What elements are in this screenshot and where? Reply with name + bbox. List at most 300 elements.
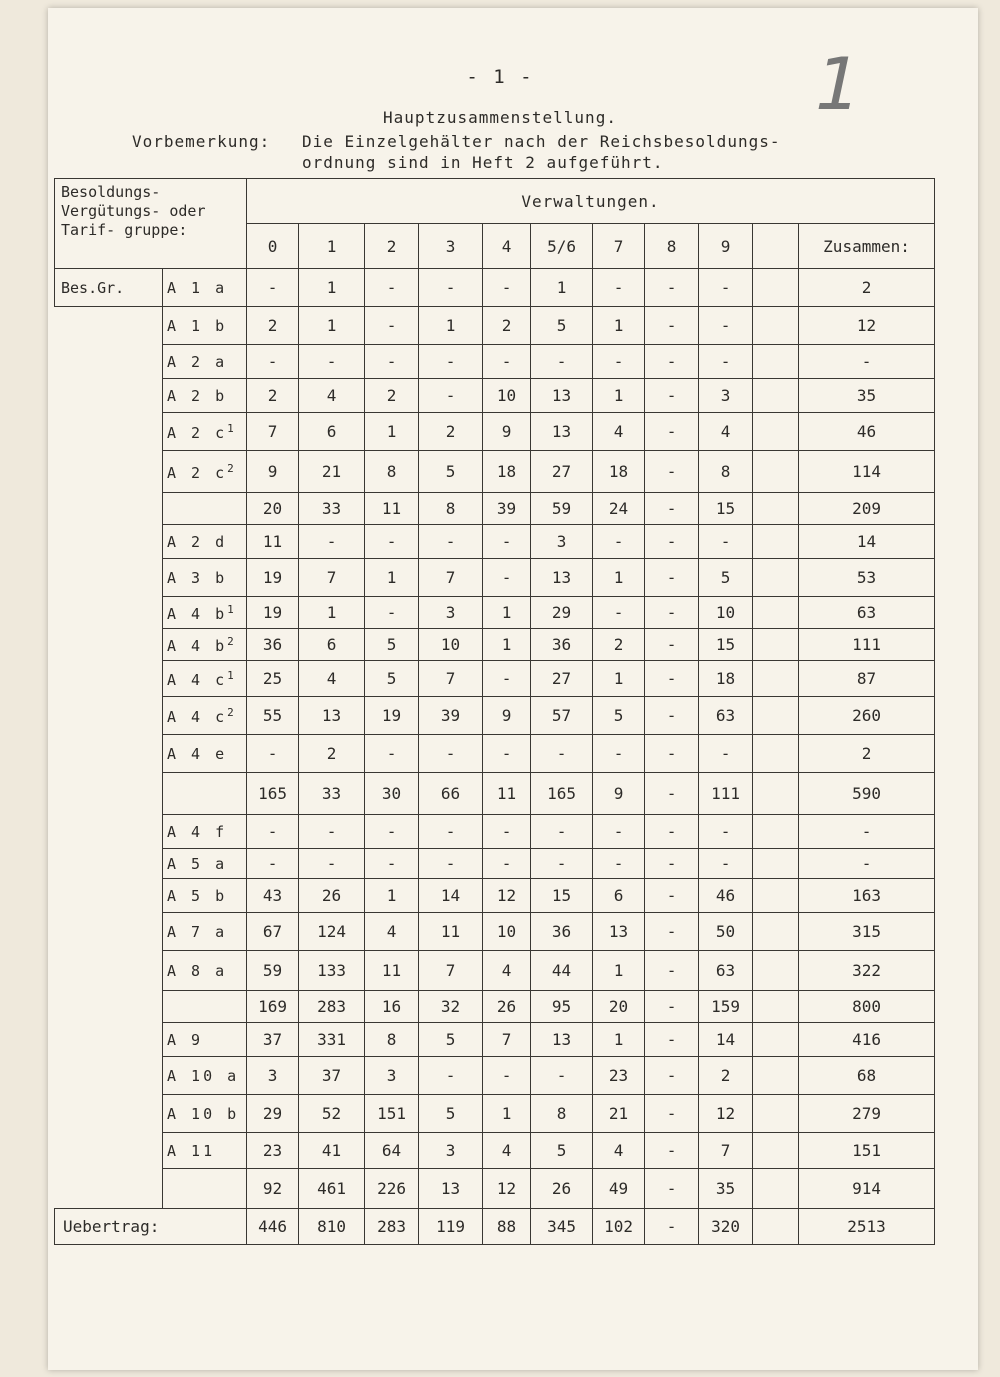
row-label-superscript: 1 bbox=[227, 421, 234, 435]
value-cell: - bbox=[483, 269, 531, 307]
value-cell: 55 bbox=[247, 697, 299, 735]
value-cell: 5 bbox=[365, 629, 419, 661]
total-cell: 279 bbox=[799, 1095, 935, 1133]
value-cell: 16 bbox=[365, 991, 419, 1023]
row-label-prefix bbox=[55, 815, 163, 849]
column-header: 7 bbox=[593, 224, 645, 269]
value-cell: 2 bbox=[483, 307, 531, 345]
value-cell: - bbox=[645, 815, 699, 849]
table-row bbox=[55, 525, 935, 559]
value-cell: 29 bbox=[247, 1095, 299, 1133]
total-cell: 53 bbox=[799, 559, 935, 597]
value-cell: - bbox=[531, 345, 593, 379]
row-label-superscript: 2 bbox=[227, 461, 234, 475]
total-cell: 800 bbox=[799, 991, 935, 1023]
value-cell: 2 bbox=[419, 413, 483, 451]
spacer-cell bbox=[753, 1023, 799, 1057]
table-row bbox=[55, 1133, 935, 1169]
column-header: 8 bbox=[645, 224, 699, 269]
value-cell: 11 bbox=[419, 913, 483, 951]
value-cell: 5 bbox=[531, 307, 593, 345]
value-cell: 63 bbox=[699, 951, 753, 991]
spacer-cell bbox=[753, 307, 799, 345]
value-cell: - bbox=[645, 493, 699, 525]
value-cell: 46 bbox=[699, 879, 753, 913]
value-cell: 8 bbox=[699, 451, 753, 493]
value-cell: - bbox=[247, 849, 299, 879]
value-cell: - bbox=[645, 379, 699, 413]
row-label-prefix bbox=[55, 697, 163, 735]
row-label: A 4 $b^1$ bbox=[163, 597, 247, 629]
handwritten-page-number: 1 bbox=[806, 42, 870, 126]
value-cell: - bbox=[645, 451, 699, 493]
row-label: A 2 a bbox=[163, 345, 247, 379]
column-header: 1 bbox=[299, 224, 365, 269]
value-cell: - bbox=[645, 1095, 699, 1133]
value-cell: - bbox=[483, 1057, 531, 1095]
value-cell: 1 bbox=[593, 379, 645, 413]
value-cell: - bbox=[593, 849, 645, 879]
value-cell: 18 bbox=[593, 451, 645, 493]
value-cell: 2 bbox=[593, 629, 645, 661]
total-cell: 111 bbox=[799, 629, 935, 661]
spacer-cell bbox=[753, 629, 799, 661]
value-cell: 7 bbox=[299, 559, 365, 597]
table-row bbox=[55, 951, 935, 991]
spacer-cell bbox=[753, 269, 799, 307]
total-cell: 322 bbox=[799, 951, 935, 991]
row-label-prefix bbox=[55, 773, 163, 815]
value-cell: - bbox=[645, 269, 699, 307]
table-row bbox=[55, 879, 935, 913]
spacer-cell bbox=[753, 1095, 799, 1133]
value-cell: 13 bbox=[531, 559, 593, 597]
row-label-prefix bbox=[55, 849, 163, 879]
row-label-prefix bbox=[55, 1057, 163, 1095]
value-cell: 92 bbox=[247, 1169, 299, 1209]
value-cell: 1 bbox=[483, 1095, 531, 1133]
row-label-superscript: 2 bbox=[227, 634, 234, 648]
value-cell: 7 bbox=[483, 1023, 531, 1057]
footer-value-cell: 446 bbox=[247, 1209, 299, 1245]
footer-value-cell: 119 bbox=[419, 1209, 483, 1245]
value-cell: 44 bbox=[531, 951, 593, 991]
value-cell: - bbox=[593, 597, 645, 629]
value-cell: 8 bbox=[365, 1023, 419, 1057]
value-cell: 18 bbox=[699, 661, 753, 697]
value-cell: 3 bbox=[247, 1057, 299, 1095]
value-cell: 1 bbox=[299, 307, 365, 345]
value-cell: - bbox=[419, 269, 483, 307]
row-label: A 2 b bbox=[163, 379, 247, 413]
value-cell: - bbox=[645, 1023, 699, 1057]
value-cell: 7 bbox=[247, 413, 299, 451]
value-cell: 165 bbox=[531, 773, 593, 815]
row-label: A 8 a bbox=[163, 951, 247, 991]
table-row bbox=[55, 629, 935, 661]
row-label-prefix bbox=[55, 1095, 163, 1133]
value-cell: - bbox=[247, 735, 299, 773]
table-row bbox=[55, 815, 935, 849]
value-cell: 36 bbox=[531, 629, 593, 661]
value-cell: 3 bbox=[419, 1133, 483, 1169]
value-cell: 9 bbox=[247, 451, 299, 493]
total-cell: 209 bbox=[799, 493, 935, 525]
spacer-cell bbox=[753, 951, 799, 991]
value-cell: 5 bbox=[419, 451, 483, 493]
total-cell: 2 bbox=[799, 735, 935, 773]
spacer-cell bbox=[753, 1209, 799, 1245]
value-cell: 133 bbox=[299, 951, 365, 991]
value-cell: - bbox=[483, 661, 531, 697]
value-cell: 7 bbox=[699, 1133, 753, 1169]
row-label: A 9 bbox=[163, 1023, 247, 1057]
table-row bbox=[55, 597, 935, 629]
column-header: 2 bbox=[365, 224, 419, 269]
total-column-header: Zusammen: bbox=[799, 224, 935, 269]
value-cell: - bbox=[645, 991, 699, 1023]
row-label: A 4 e bbox=[163, 735, 247, 773]
value-cell: 4 bbox=[699, 413, 753, 451]
value-cell: 18 bbox=[483, 451, 531, 493]
row-label-prefix bbox=[55, 525, 163, 559]
value-cell: - bbox=[699, 849, 753, 879]
value-cell: 36 bbox=[531, 913, 593, 951]
value-cell: 64 bbox=[365, 1133, 419, 1169]
value-cell: - bbox=[645, 661, 699, 697]
table-row bbox=[55, 1057, 935, 1095]
spacer-cell bbox=[753, 559, 799, 597]
spacer-cell bbox=[753, 879, 799, 913]
value-cell: 5 bbox=[531, 1133, 593, 1169]
value-cell: 283 bbox=[299, 991, 365, 1023]
spacer-cell bbox=[753, 345, 799, 379]
table-row bbox=[55, 661, 935, 697]
row-label: A 2 $c^2$ bbox=[163, 451, 247, 493]
value-cell: - bbox=[645, 1133, 699, 1169]
spacer-cell bbox=[753, 773, 799, 815]
total-cell: 114 bbox=[799, 451, 935, 493]
table-row bbox=[55, 1169, 935, 1209]
value-cell: 20 bbox=[593, 991, 645, 1023]
row-label-prefix bbox=[55, 735, 163, 773]
spacer-cell bbox=[753, 849, 799, 879]
value-cell: - bbox=[419, 525, 483, 559]
value-cell: 159 bbox=[699, 991, 753, 1023]
value-cell: 3 bbox=[365, 1057, 419, 1095]
footer-value-cell: 102 bbox=[593, 1209, 645, 1245]
table-row bbox=[55, 773, 935, 815]
spacer-cell bbox=[753, 525, 799, 559]
value-cell: - bbox=[531, 849, 593, 879]
value-cell: 6 bbox=[593, 879, 645, 913]
value-cell: 26 bbox=[531, 1169, 593, 1209]
total-cell: 2 bbox=[799, 269, 935, 307]
value-cell: - bbox=[365, 269, 419, 307]
table-row bbox=[55, 451, 935, 493]
value-cell: 49 bbox=[593, 1169, 645, 1209]
row-label-prefix bbox=[55, 379, 163, 413]
value-cell: 7 bbox=[419, 951, 483, 991]
row-label-superscript: 1 bbox=[227, 668, 234, 682]
value-cell: - bbox=[593, 735, 645, 773]
value-cell: 8 bbox=[365, 451, 419, 493]
value-cell: - bbox=[419, 815, 483, 849]
value-cell: 5 bbox=[419, 1095, 483, 1133]
value-cell: 43 bbox=[247, 879, 299, 913]
value-cell: 26 bbox=[299, 879, 365, 913]
group-header: Besoldungs- Vergütungs- oder Tarif- gruppe: bbox=[55, 179, 247, 269]
value-cell: - bbox=[593, 525, 645, 559]
total-cell: 14 bbox=[799, 525, 935, 559]
value-cell: 5 bbox=[365, 661, 419, 697]
row-label: A 10 b bbox=[163, 1095, 247, 1133]
row-label-prefix bbox=[55, 493, 163, 525]
value-cell: - bbox=[483, 345, 531, 379]
total-cell: 12 bbox=[799, 307, 935, 345]
value-cell: 9 bbox=[483, 413, 531, 451]
value-cell: - bbox=[699, 525, 753, 559]
value-cell: 1 bbox=[299, 269, 365, 307]
note-line-1: Die Einzelgehälter nach der Reichsbesoldungs- bbox=[302, 132, 781, 151]
total-cell: - bbox=[799, 849, 935, 879]
value-cell: 11 bbox=[247, 525, 299, 559]
value-cell: - bbox=[419, 1057, 483, 1095]
row-label-prefix bbox=[55, 307, 163, 345]
row-label-prefix bbox=[55, 1169, 163, 1209]
value-cell: - bbox=[645, 773, 699, 815]
value-cell: 15 bbox=[531, 879, 593, 913]
row-label: A 1 a bbox=[163, 269, 247, 307]
value-cell: 59 bbox=[247, 951, 299, 991]
row-label: A 2 d bbox=[163, 525, 247, 559]
spacer-cell bbox=[753, 451, 799, 493]
value-cell: - bbox=[419, 735, 483, 773]
value-cell: - bbox=[247, 815, 299, 849]
value-cell: 4 bbox=[365, 913, 419, 951]
spacer-cell bbox=[753, 661, 799, 697]
value-cell: 1 bbox=[365, 559, 419, 597]
value-cell: - bbox=[699, 735, 753, 773]
spacer-cell bbox=[753, 493, 799, 525]
value-cell: - bbox=[645, 735, 699, 773]
total-cell: 260 bbox=[799, 697, 935, 735]
row-label: A 5 b bbox=[163, 879, 247, 913]
value-cell: 11 bbox=[365, 493, 419, 525]
table-row bbox=[55, 379, 935, 413]
total-cell: - bbox=[799, 815, 935, 849]
row-label bbox=[163, 1169, 247, 1209]
footer-label: Uebertrag: bbox=[55, 1209, 247, 1245]
value-cell: 1 bbox=[483, 597, 531, 629]
verwaltungen-header: Verwaltungen. bbox=[247, 179, 935, 224]
value-cell: - bbox=[365, 849, 419, 879]
value-cell: 13 bbox=[531, 413, 593, 451]
value-cell: - bbox=[699, 345, 753, 379]
value-cell: 9 bbox=[483, 697, 531, 735]
value-cell: - bbox=[483, 559, 531, 597]
value-cell: - bbox=[593, 815, 645, 849]
row-label: A 4 f bbox=[163, 815, 247, 849]
row-label: A 4 $c^1$ bbox=[163, 661, 247, 697]
value-cell: 2 bbox=[247, 307, 299, 345]
column-header: 4 bbox=[483, 224, 531, 269]
value-cell: 12 bbox=[699, 1095, 753, 1133]
value-cell: 8 bbox=[531, 1095, 593, 1133]
table-row bbox=[55, 735, 935, 773]
footer-value-cell: 320 bbox=[699, 1209, 753, 1245]
table-row bbox=[55, 269, 935, 307]
value-cell: 1 bbox=[365, 413, 419, 451]
value-cell: 19 bbox=[247, 559, 299, 597]
value-cell: 5 bbox=[699, 559, 753, 597]
value-cell: - bbox=[645, 597, 699, 629]
note-label: Vorbemerkung: bbox=[132, 132, 271, 151]
value-cell: - bbox=[645, 1169, 699, 1209]
value-cell: - bbox=[365, 735, 419, 773]
value-cell: - bbox=[299, 815, 365, 849]
total-cell: 68 bbox=[799, 1057, 935, 1095]
value-cell: - bbox=[531, 735, 593, 773]
total-cell: 87 bbox=[799, 661, 935, 697]
total-cell: 315 bbox=[799, 913, 935, 951]
row-label-prefix: Bes.Gr. bbox=[55, 269, 163, 307]
column-header: 9 bbox=[699, 224, 753, 269]
column-header: 3 bbox=[419, 224, 483, 269]
value-cell: - bbox=[419, 849, 483, 879]
value-cell: - bbox=[645, 913, 699, 951]
value-cell: 1 bbox=[483, 629, 531, 661]
row-label bbox=[163, 773, 247, 815]
value-cell: 57 bbox=[531, 697, 593, 735]
row-label-prefix bbox=[55, 951, 163, 991]
value-cell: 25 bbox=[247, 661, 299, 697]
value-cell: 4 bbox=[593, 413, 645, 451]
value-cell: - bbox=[645, 1057, 699, 1095]
value-cell: 8 bbox=[419, 493, 483, 525]
row-label: A 5 a bbox=[163, 849, 247, 879]
total-cell: 151 bbox=[799, 1133, 935, 1169]
spacer-cell bbox=[753, 735, 799, 773]
footer-value-cell: 810 bbox=[299, 1209, 365, 1245]
value-cell: 3 bbox=[699, 379, 753, 413]
row-label-prefix bbox=[55, 345, 163, 379]
row-label-prefix bbox=[55, 913, 163, 951]
value-cell: 6 bbox=[299, 629, 365, 661]
row-label: A 7 a bbox=[163, 913, 247, 951]
value-cell: 1 bbox=[531, 269, 593, 307]
value-cell: 35 bbox=[699, 1169, 753, 1209]
row-label-prefix bbox=[55, 451, 163, 493]
value-cell: 4 bbox=[299, 661, 365, 697]
value-cell: 63 bbox=[699, 697, 753, 735]
value-cell: 67 bbox=[247, 913, 299, 951]
value-cell: 3 bbox=[419, 597, 483, 629]
column-header: 5/6 bbox=[531, 224, 593, 269]
spacer-cell bbox=[753, 1133, 799, 1169]
value-cell: 2 bbox=[365, 379, 419, 413]
row-label: A 4 $b^2$ bbox=[163, 629, 247, 661]
footer-value-cell: 283 bbox=[365, 1209, 419, 1245]
value-cell: - bbox=[247, 345, 299, 379]
value-cell: - bbox=[299, 849, 365, 879]
value-cell: 15 bbox=[699, 629, 753, 661]
value-cell: 226 bbox=[365, 1169, 419, 1209]
value-cell: - bbox=[699, 269, 753, 307]
value-cell: - bbox=[531, 1057, 593, 1095]
value-cell: - bbox=[247, 269, 299, 307]
value-cell: 13 bbox=[299, 697, 365, 735]
value-cell: 21 bbox=[593, 1095, 645, 1133]
value-cell: 2 bbox=[299, 735, 365, 773]
value-cell: 5 bbox=[593, 697, 645, 735]
footer-value-cell: 88 bbox=[483, 1209, 531, 1245]
value-cell: - bbox=[365, 815, 419, 849]
row-label: A 1 b bbox=[163, 307, 247, 345]
value-cell: 30 bbox=[365, 773, 419, 815]
spacer-column-header bbox=[753, 224, 799, 269]
value-cell: 52 bbox=[299, 1095, 365, 1133]
value-cell: - bbox=[531, 815, 593, 849]
spacer-cell bbox=[753, 815, 799, 849]
value-cell: - bbox=[645, 345, 699, 379]
value-cell: 461 bbox=[299, 1169, 365, 1209]
value-cell: 19 bbox=[365, 697, 419, 735]
value-cell: 12 bbox=[483, 1169, 531, 1209]
value-cell: 6 bbox=[299, 413, 365, 451]
column-header: 0 bbox=[247, 224, 299, 269]
value-cell: 165 bbox=[247, 773, 299, 815]
value-cell: 32 bbox=[419, 991, 483, 1023]
footer-row bbox=[55, 1209, 935, 1245]
row-label-superscript: 2 bbox=[227, 705, 234, 719]
value-cell: 2 bbox=[699, 1057, 753, 1095]
value-cell: 26 bbox=[483, 991, 531, 1023]
spacer-cell bbox=[753, 413, 799, 451]
value-cell: 50 bbox=[699, 913, 753, 951]
value-cell: 23 bbox=[247, 1133, 299, 1169]
value-cell: 95 bbox=[531, 991, 593, 1023]
value-cell: - bbox=[483, 735, 531, 773]
value-cell: 1 bbox=[365, 879, 419, 913]
value-cell: 10 bbox=[419, 629, 483, 661]
table-row bbox=[55, 1023, 935, 1057]
row-label bbox=[163, 991, 247, 1023]
value-cell: 13 bbox=[531, 1023, 593, 1057]
value-cell: 124 bbox=[299, 913, 365, 951]
value-cell: 23 bbox=[593, 1057, 645, 1095]
value-cell: - bbox=[645, 525, 699, 559]
value-cell: 21 bbox=[299, 451, 365, 493]
value-cell: 7 bbox=[419, 559, 483, 597]
value-cell: 13 bbox=[593, 913, 645, 951]
salary-summary-table bbox=[54, 178, 935, 1245]
value-cell: 4 bbox=[483, 1133, 531, 1169]
row-label-prefix bbox=[55, 991, 163, 1023]
footer-value-cell: - bbox=[645, 1209, 699, 1245]
value-cell: 4 bbox=[299, 379, 365, 413]
value-cell: 1 bbox=[593, 951, 645, 991]
value-cell: - bbox=[645, 559, 699, 597]
row-label-prefix bbox=[55, 413, 163, 451]
value-cell: 24 bbox=[593, 493, 645, 525]
table-row bbox=[55, 991, 935, 1023]
value-cell: 11 bbox=[483, 773, 531, 815]
value-cell: 111 bbox=[699, 773, 753, 815]
value-cell: 7 bbox=[419, 661, 483, 697]
total-cell: 46 bbox=[799, 413, 935, 451]
value-cell: 59 bbox=[531, 493, 593, 525]
